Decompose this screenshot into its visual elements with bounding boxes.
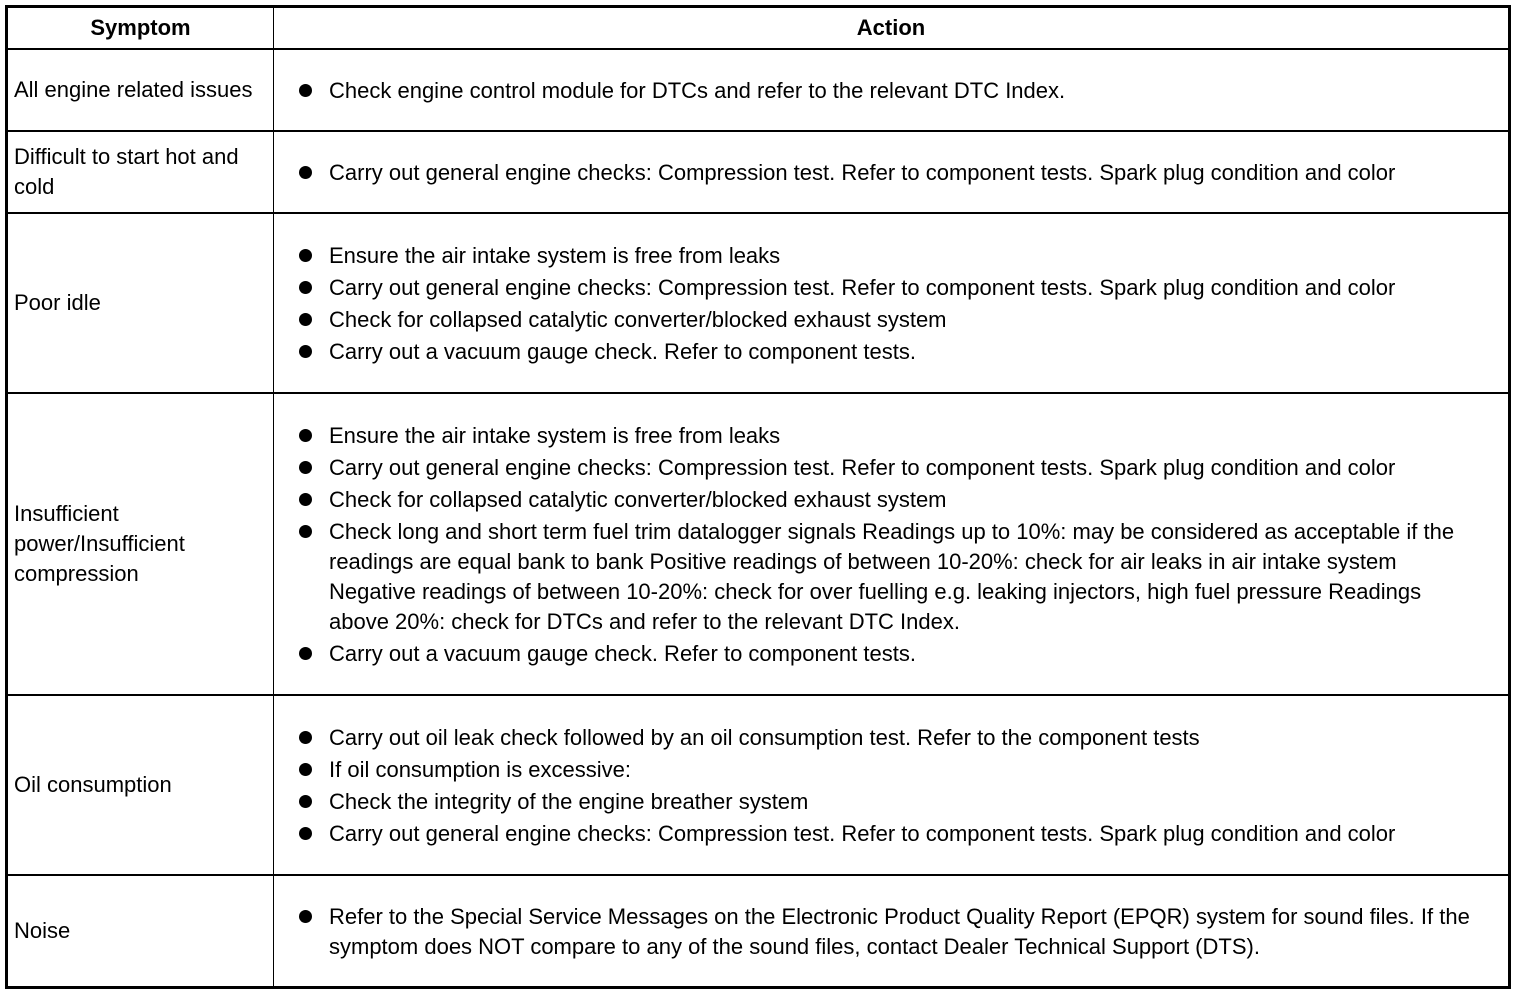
table-row [7, 393, 1510, 695]
bullet-icon [299, 313, 312, 326]
bullet-icon [299, 731, 312, 744]
symptom-header: Symptom [7, 7, 274, 50]
action-text: Carry out general engine checks: Compression test. Refer to component tests. Spark plug condition and color [329, 275, 1396, 300]
bullet-icon [299, 166, 312, 179]
header-row [7, 7, 1510, 50]
action-cell [274, 393, 1510, 695]
action-list [274, 241, 1478, 367]
bullet-icon [299, 249, 312, 262]
action-text: Check long and short term fuel trim datalogger signals Readings up to 10%: may be considered as acceptable if the readings are equal bank to bank Positive readings of between 10-20%: check for air leaks in air intake system Negative readings of between 10-20%: check for over fuelling e.g. leaking injectors, high fuel pressure Readings above 20%: check for DTCs and refer to the relevant DTC Index. [329, 519, 1455, 634]
action-item [274, 517, 1478, 637]
action-list [274, 902, 1478, 962]
action-item [274, 787, 1478, 817]
action-item [274, 421, 1478, 451]
action-item [274, 639, 1478, 669]
action-cell [274, 49, 1510, 131]
bullet-icon [299, 525, 312, 538]
action-item [274, 76, 1478, 106]
action-list [274, 158, 1478, 188]
action-item [274, 819, 1478, 849]
table-row [7, 695, 1510, 875]
bullet-icon [299, 795, 312, 808]
action-item [274, 723, 1478, 753]
action-text: Carry out general engine checks: Compression test. Refer to component tests. Spark plug condition and color [329, 821, 1396, 846]
symptom-cell: Oil consumption [7, 695, 274, 875]
action-cell [274, 213, 1510, 393]
bullet-icon [299, 429, 312, 442]
action-text: If oil consumption is excessive: [329, 757, 632, 782]
action-text: Ensure the air intake system is free from leaks [329, 243, 781, 268]
bullet-icon [299, 647, 312, 660]
bullet-icon [299, 345, 312, 358]
symptom-cell: Noise [7, 875, 274, 988]
bullet-icon [299, 827, 312, 840]
action-text: Check for collapsed catalytic converter/blocked exhaust system [329, 307, 947, 332]
action-cell [274, 131, 1510, 213]
bullet-icon [299, 461, 312, 474]
action-text: Carry out general engine checks: Compression test. Refer to component tests. Spark plug condition and color [329, 455, 1396, 480]
action-item [274, 485, 1478, 515]
action-item [274, 902, 1478, 962]
action-text: Refer to the Special Service Messages on the Electronic Product Quality Report (EPQR) system for sound files. If the symptom does NOT compare to any of the sound files, contact Dealer Technical Support (DTS). [329, 904, 1470, 959]
symptom-cell: Difficult to start hot and cold [7, 131, 274, 213]
action-cell [274, 695, 1510, 875]
action-text: Ensure the air intake system is free from leaks [329, 423, 781, 448]
table-row [7, 213, 1510, 393]
action-text: Check the integrity of the engine breather system [329, 789, 809, 814]
table-row [7, 131, 1510, 213]
symptom-cell: Insufficient power/Insufficient compression [7, 393, 274, 695]
action-item [274, 755, 1478, 785]
bullet-icon [299, 910, 312, 923]
symptom-cell: All engine related issues [7, 49, 274, 131]
table-row [7, 875, 1510, 988]
action-text: Carry out a vacuum gauge check. Refer to component tests. [329, 641, 916, 666]
table-row [7, 49, 1510, 131]
action-text: Check for collapsed catalytic converter/blocked exhaust system [329, 487, 947, 512]
action-item [274, 241, 1478, 271]
action-item [274, 273, 1478, 303]
bullet-icon [299, 763, 312, 776]
action-list [274, 76, 1478, 106]
symptom-cell: Poor idle [7, 213, 274, 393]
action-item [274, 337, 1478, 367]
action-item [274, 158, 1478, 188]
action-text: Check engine control module for DTCs and refer to the relevant DTC Index. [329, 78, 1066, 103]
action-list [274, 421, 1478, 669]
bullet-icon [299, 493, 312, 506]
action-text: Carry out general engine checks: Compression test. Refer to component tests. Spark plug condition and color [329, 160, 1396, 185]
bullet-icon [299, 281, 312, 294]
bullet-icon [299, 84, 312, 97]
action-cell [274, 875, 1510, 988]
action-list [274, 723, 1478, 849]
symptom-action-table [5, 5, 1511, 989]
action-item [274, 305, 1478, 335]
action-header: Action [274, 7, 1510, 50]
action-text: Carry out a vacuum gauge check. Refer to component tests. [329, 339, 916, 364]
action-item [274, 453, 1478, 483]
action-text: Carry out oil leak check followed by an oil consumption test. Refer to the component tests [329, 725, 1200, 750]
